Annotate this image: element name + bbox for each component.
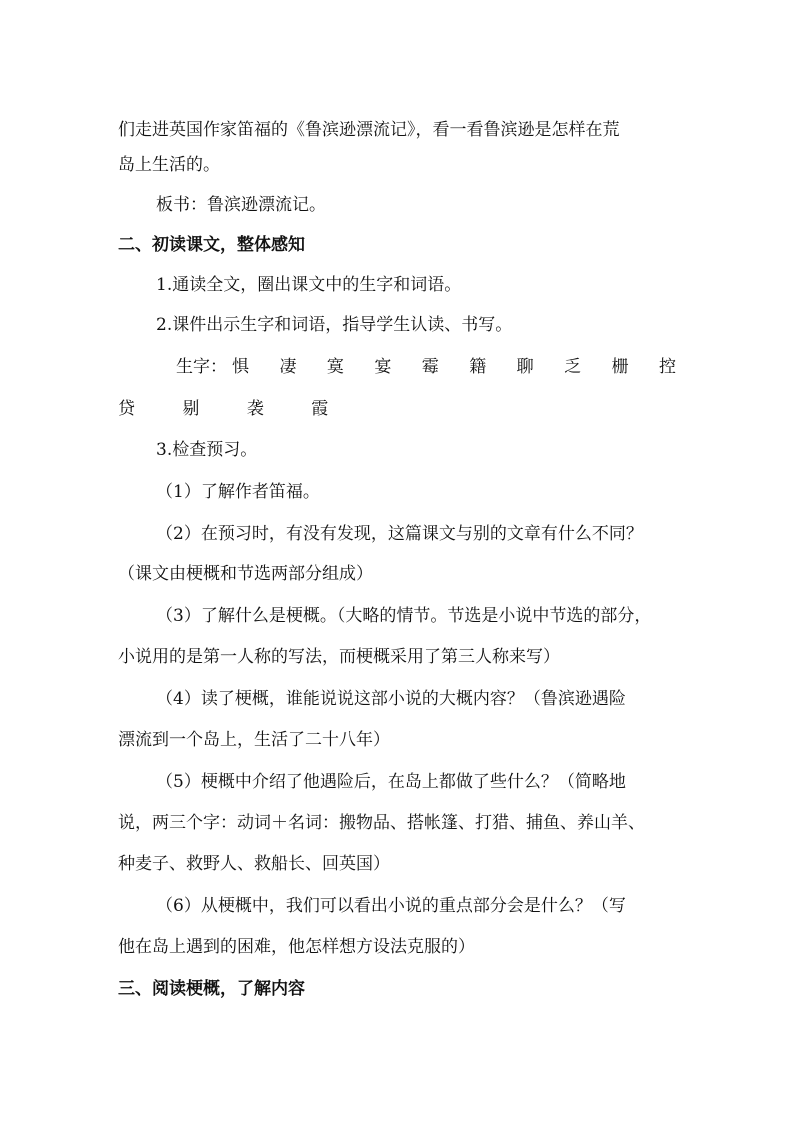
step-2: 2.课件出示生字和词语，指导学生认读、书写。 <box>156 315 513 335</box>
question-5-line1: （5）梗概中介绍了他遇险后，在岛上都做了些什么？（简略地 <box>156 772 626 792</box>
new-character: 栅 <box>611 357 629 377</box>
question-5-line3: 种麦子、救野人、救船长、回英国） <box>118 854 390 874</box>
section-heading-3: 三、阅读梗概，了解内容 <box>118 979 305 999</box>
board-writing: 板书：鲁滨逊漂流记。 <box>156 195 326 215</box>
new-character: 控 <box>658 357 676 377</box>
new-character: 剔 <box>182 399 200 419</box>
question-6-line1: （6）从梗概中，我们可以看出小说的重点部分会是什么？（写 <box>156 896 626 916</box>
step-1: 1.通读全文，圈出课文中的生字和词语。 <box>156 275 462 295</box>
question-3-line1: （3）了解什么是梗概。（大略的情节。节选是小说中节选的部分， <box>156 606 652 626</box>
question-2-line2: （课文由梗概和节选两部分组成） <box>118 564 373 584</box>
new-character: 宴 <box>374 357 392 377</box>
question-4-line1: （4）读了梗概，谁能说说这部小说的大概内容？（鲁滨逊遇险 <box>156 689 626 709</box>
paragraph-intro-line1: 们走进英国作家笛福的《鲁滨逊漂流记》，看一看鲁滨逊是怎样在荒 <box>118 120 620 140</box>
new-character: 惧 <box>232 357 249 377</box>
new-character: 乏 <box>564 357 582 377</box>
question-4-line2: 漂流到一个岛上，生活了二十八年） <box>118 730 390 750</box>
new-character: 霉 <box>421 357 439 377</box>
section-heading-2: 二、初读课文，整体感知 <box>118 235 305 255</box>
new-characters-row2 <box>118 397 370 421</box>
new-character: 贷 <box>118 399 135 419</box>
question-6-line2: 他在岛上遇到的困难，他怎样想方设法克服的） <box>118 937 475 957</box>
question-2-line1: （2）在预习时，有没有发现，这篇课文与别的文章有什么不同？ <box>156 524 643 544</box>
new-character: 凄 <box>279 357 297 377</box>
new-characters-label: 生字： <box>176 357 227 377</box>
paragraph-intro-line2: 岛上生活的。 <box>118 155 220 175</box>
step-3: 3.检查预习。 <box>156 440 258 460</box>
question-5-line2: 说，两三个字：动词＋名词：搬物品、搭帐篷、打猎、捕鱼、养山羊、 <box>118 813 645 833</box>
new-character: 霞 <box>311 399 329 419</box>
new-character: 籍 <box>469 357 487 377</box>
new-characters-row1 <box>232 355 676 379</box>
question-1: （1）了解作者笛福。 <box>156 482 320 502</box>
new-character: 寞 <box>326 357 344 377</box>
new-character: 聊 <box>516 357 534 377</box>
question-3-line2: 小说用的是第一人称的写法，而梗概采用了第三人称来写） <box>118 647 560 667</box>
new-character: 袭 <box>246 399 264 419</box>
